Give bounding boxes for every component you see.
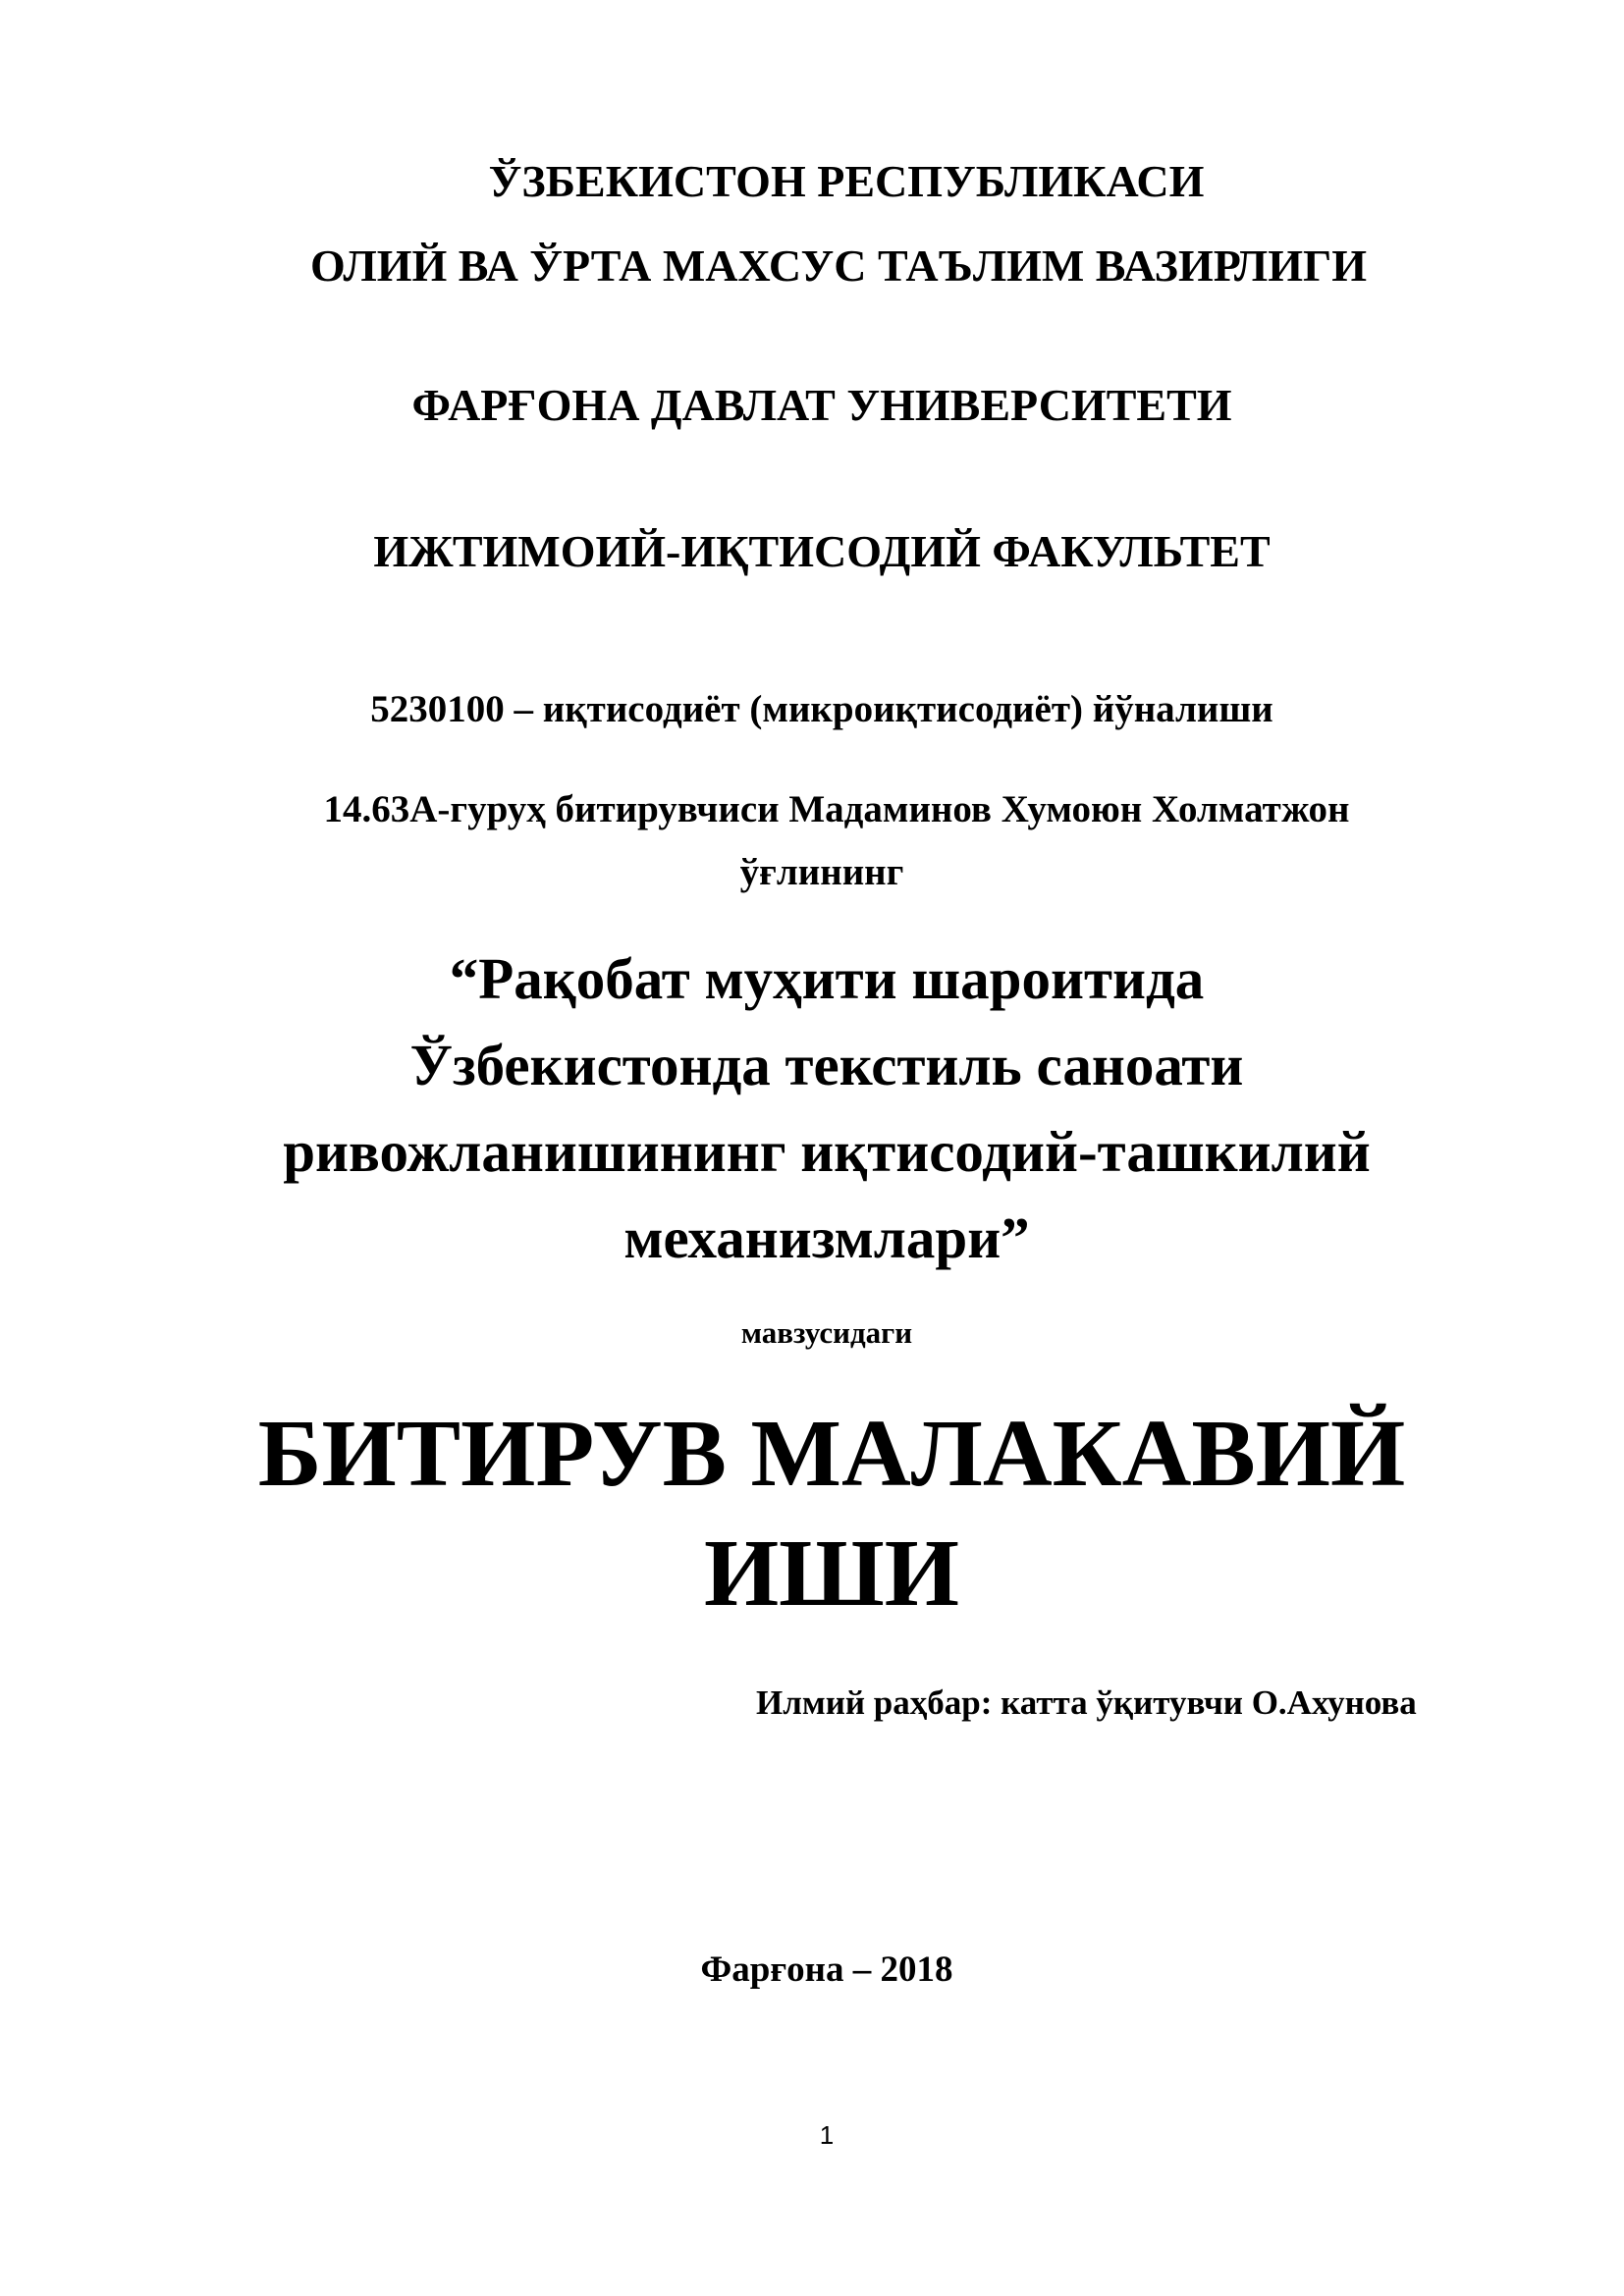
work-type-line-1: БИТИРУВ МАЛАКАВИЙ <box>257 1401 1406 1507</box>
thesis-title <box>0 935 1624 1281</box>
work-type-line-2: ИШИ <box>703 1521 960 1627</box>
student-line-2: ўғлининг <box>739 851 904 893</box>
study-direction: 5230100 – иқтисодиёт (микроиқтисодиёт) йўналиши <box>370 688 1273 730</box>
university-name: ФАРҒОНА ДАВЛАТ УНИВЕРСИТЕТИ <box>411 380 1232 430</box>
city-year: Фарғона – 2018 <box>700 1949 953 1990</box>
topic-label: мавзусидаги <box>740 1315 913 1350</box>
republic-name: ЎЗБЕКИСТОН РЕСПУБЛИКАСИ <box>488 156 1205 206</box>
thesis-title-line-1: “Рақобат муҳити шароитида <box>449 946 1205 1011</box>
thesis-title-line-3: ривожланишининг иқтисодий-ташкилий <box>283 1119 1371 1184</box>
work-type <box>0 1394 1624 1633</box>
page-number: 1 <box>819 2120 835 2150</box>
thesis-title-line-4: механизмлари” <box>623 1205 1030 1270</box>
faculty-name: ИЖТИМОИЙ-ИҚТИСОДИЙ ФАКУЛЬТЕТ <box>373 526 1271 576</box>
student-line-1: 14.63А-гуруҳ битирувчиси Мадаминов Хумоюн Холматжон <box>323 788 1350 830</box>
scientific-advisor: Илмий раҳбар: катта ўқитувчи О.Ахунова <box>756 1683 1417 1722</box>
ministry-name: ОЛИЙ ВА ЎРТА МАХСУС ТАЪЛИМ ВАЗИРЛИГИ <box>309 240 1368 291</box>
thesis-title-line-2: Ўзбекистонда текстиль саноати <box>409 1033 1244 1097</box>
